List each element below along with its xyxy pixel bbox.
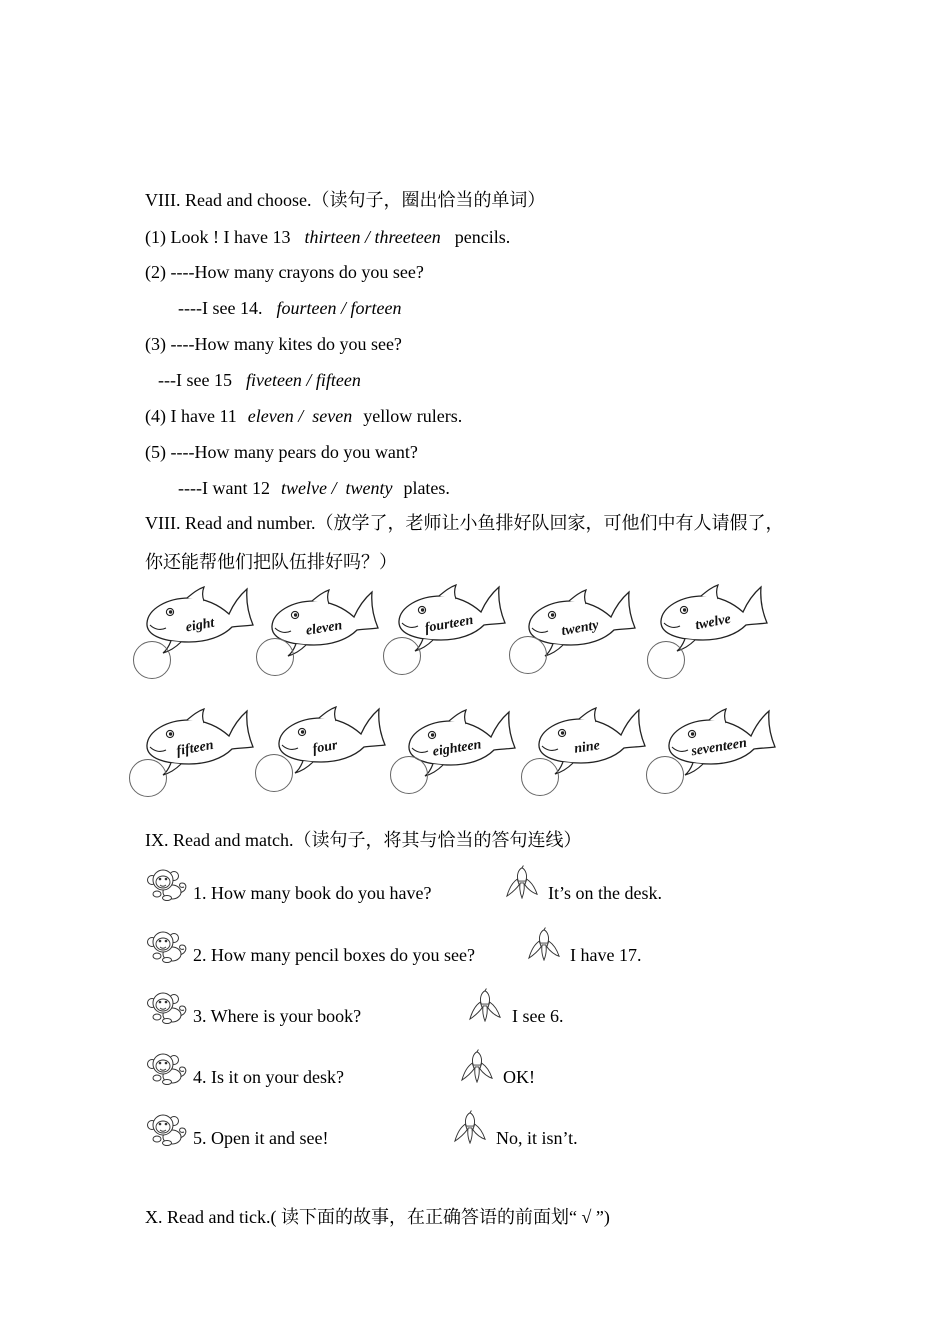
- choose-item-3-question: [145, 334, 402, 354]
- choose-item-4: [145, 406, 462, 426]
- number-heading-text: VIII. Read and number.（放学了，老师让小鱼排好队回家，可他们中有人请假了，: [145, 513, 784, 533]
- number-blank-circle: [390, 756, 428, 794]
- choose-heading: [145, 190, 545, 210]
- match-question-1: 1. How many book do you have?: [193, 883, 432, 903]
- number-blank-circle: [509, 636, 547, 674]
- word-choice: fourteen / forteen: [276, 298, 402, 318]
- match-answer-4: OK!: [503, 1067, 535, 1087]
- number-blank-circle: [255, 754, 293, 792]
- match-question-4: 4. Is it on your desk?: [193, 1067, 344, 1087]
- choose-question-text: (2) ----How many crayons do you see?: [145, 262, 424, 282]
- banana-icon: [468, 988, 502, 1022]
- match-answer-3: I see 6.: [512, 1006, 564, 1026]
- number-blank-circle: [521, 758, 559, 796]
- choose-item-text: (4) I have 11: [145, 406, 237, 426]
- fish-word: fifteen: [175, 737, 215, 760]
- choose-answer-text: ---I see 15: [158, 370, 232, 390]
- monkey-icon: [146, 1111, 190, 1147]
- tick-heading: [145, 1207, 610, 1227]
- number-heading-line-1: [145, 513, 783, 533]
- fish-word: twenty: [560, 617, 600, 640]
- number-blank-circle: [647, 641, 685, 679]
- word-choice: twelve / twenty: [280, 478, 393, 498]
- word-choice: eleven / seven: [247, 406, 353, 426]
- monkey-icon: [146, 928, 190, 964]
- choose-heading-text: VIII. Read and choose.（读句子，圈出恰当的单词）: [145, 190, 546, 210]
- match-question-3: 3. Where is your book?: [193, 1006, 362, 1026]
- word-choice: thirteen / threeteen: [304, 227, 441, 247]
- number-heading-text: 你还能帮他们把队伍排好吗？）: [145, 552, 397, 572]
- match-heading: [145, 830, 581, 850]
- choose-answer-text: ----I see 14.: [178, 298, 263, 318]
- fish-word: twelve: [694, 611, 733, 634]
- number-heading-line-2: [145, 552, 397, 572]
- choose-item-2-answer: [178, 298, 401, 318]
- match-heading-text: IX. Read and match.（读句子，将其与恰当的答句连线）: [145, 830, 582, 850]
- match-question-5: 5. Open it and see!: [193, 1128, 329, 1148]
- choose-item-3-answer: [158, 370, 361, 390]
- choose-item-suffix: plates.: [403, 478, 450, 498]
- number-blank-circle: [256, 638, 294, 676]
- match-question-2: 2. How many pencil boxes do you see?: [193, 945, 475, 965]
- fish-word: seventeen: [690, 735, 748, 760]
- choose-item-5-question: [145, 442, 418, 462]
- choose-item-text: (1) Look ! I have 13: [145, 227, 291, 247]
- number-blank-circle: [383, 637, 421, 675]
- banana-icon: [453, 1110, 487, 1144]
- number-blank-circle: [646, 756, 684, 794]
- match-answer-2: I have 17.: [570, 945, 642, 965]
- fish-word: nine: [573, 738, 601, 757]
- fish-word: eight: [184, 615, 216, 636]
- word-choice: fiveteen / fifteen: [245, 370, 361, 390]
- choose-item-2-question: [145, 262, 424, 282]
- banana-icon: [527, 927, 561, 961]
- tick-heading-text: X. Read and tick.( 读下面的故事，在正确答语的前面划“ √ ”): [145, 1207, 610, 1227]
- choose-item-suffix: pencils.: [454, 227, 511, 247]
- choose-item-suffix: yellow rulers.: [363, 406, 463, 426]
- choose-item-5-answer: [178, 478, 450, 498]
- choose-question-text: (3) ----How many kites do you see?: [145, 334, 402, 354]
- fish-word: eighteen: [431, 737, 483, 760]
- monkey-icon: [146, 866, 190, 902]
- banana-icon: [505, 865, 539, 899]
- choose-item-1: [145, 227, 510, 247]
- choose-question-text: (5) ----How many pears do you want?: [145, 442, 418, 462]
- match-answer-5: No, it isn’t.: [496, 1128, 578, 1148]
- banana-icon: [460, 1049, 494, 1083]
- monkey-icon: [146, 989, 190, 1025]
- fish-word: eleven: [304, 618, 344, 639]
- fish-word: four: [311, 737, 339, 758]
- fish-word: fourteen: [423, 612, 475, 637]
- number-blank-circle: [129, 759, 167, 797]
- choose-answer-text: ----I want 12: [178, 478, 270, 498]
- match-answer-1: It’s on the desk.: [548, 883, 662, 903]
- number-blank-circle: [133, 641, 171, 679]
- monkey-icon: [146, 1050, 190, 1086]
